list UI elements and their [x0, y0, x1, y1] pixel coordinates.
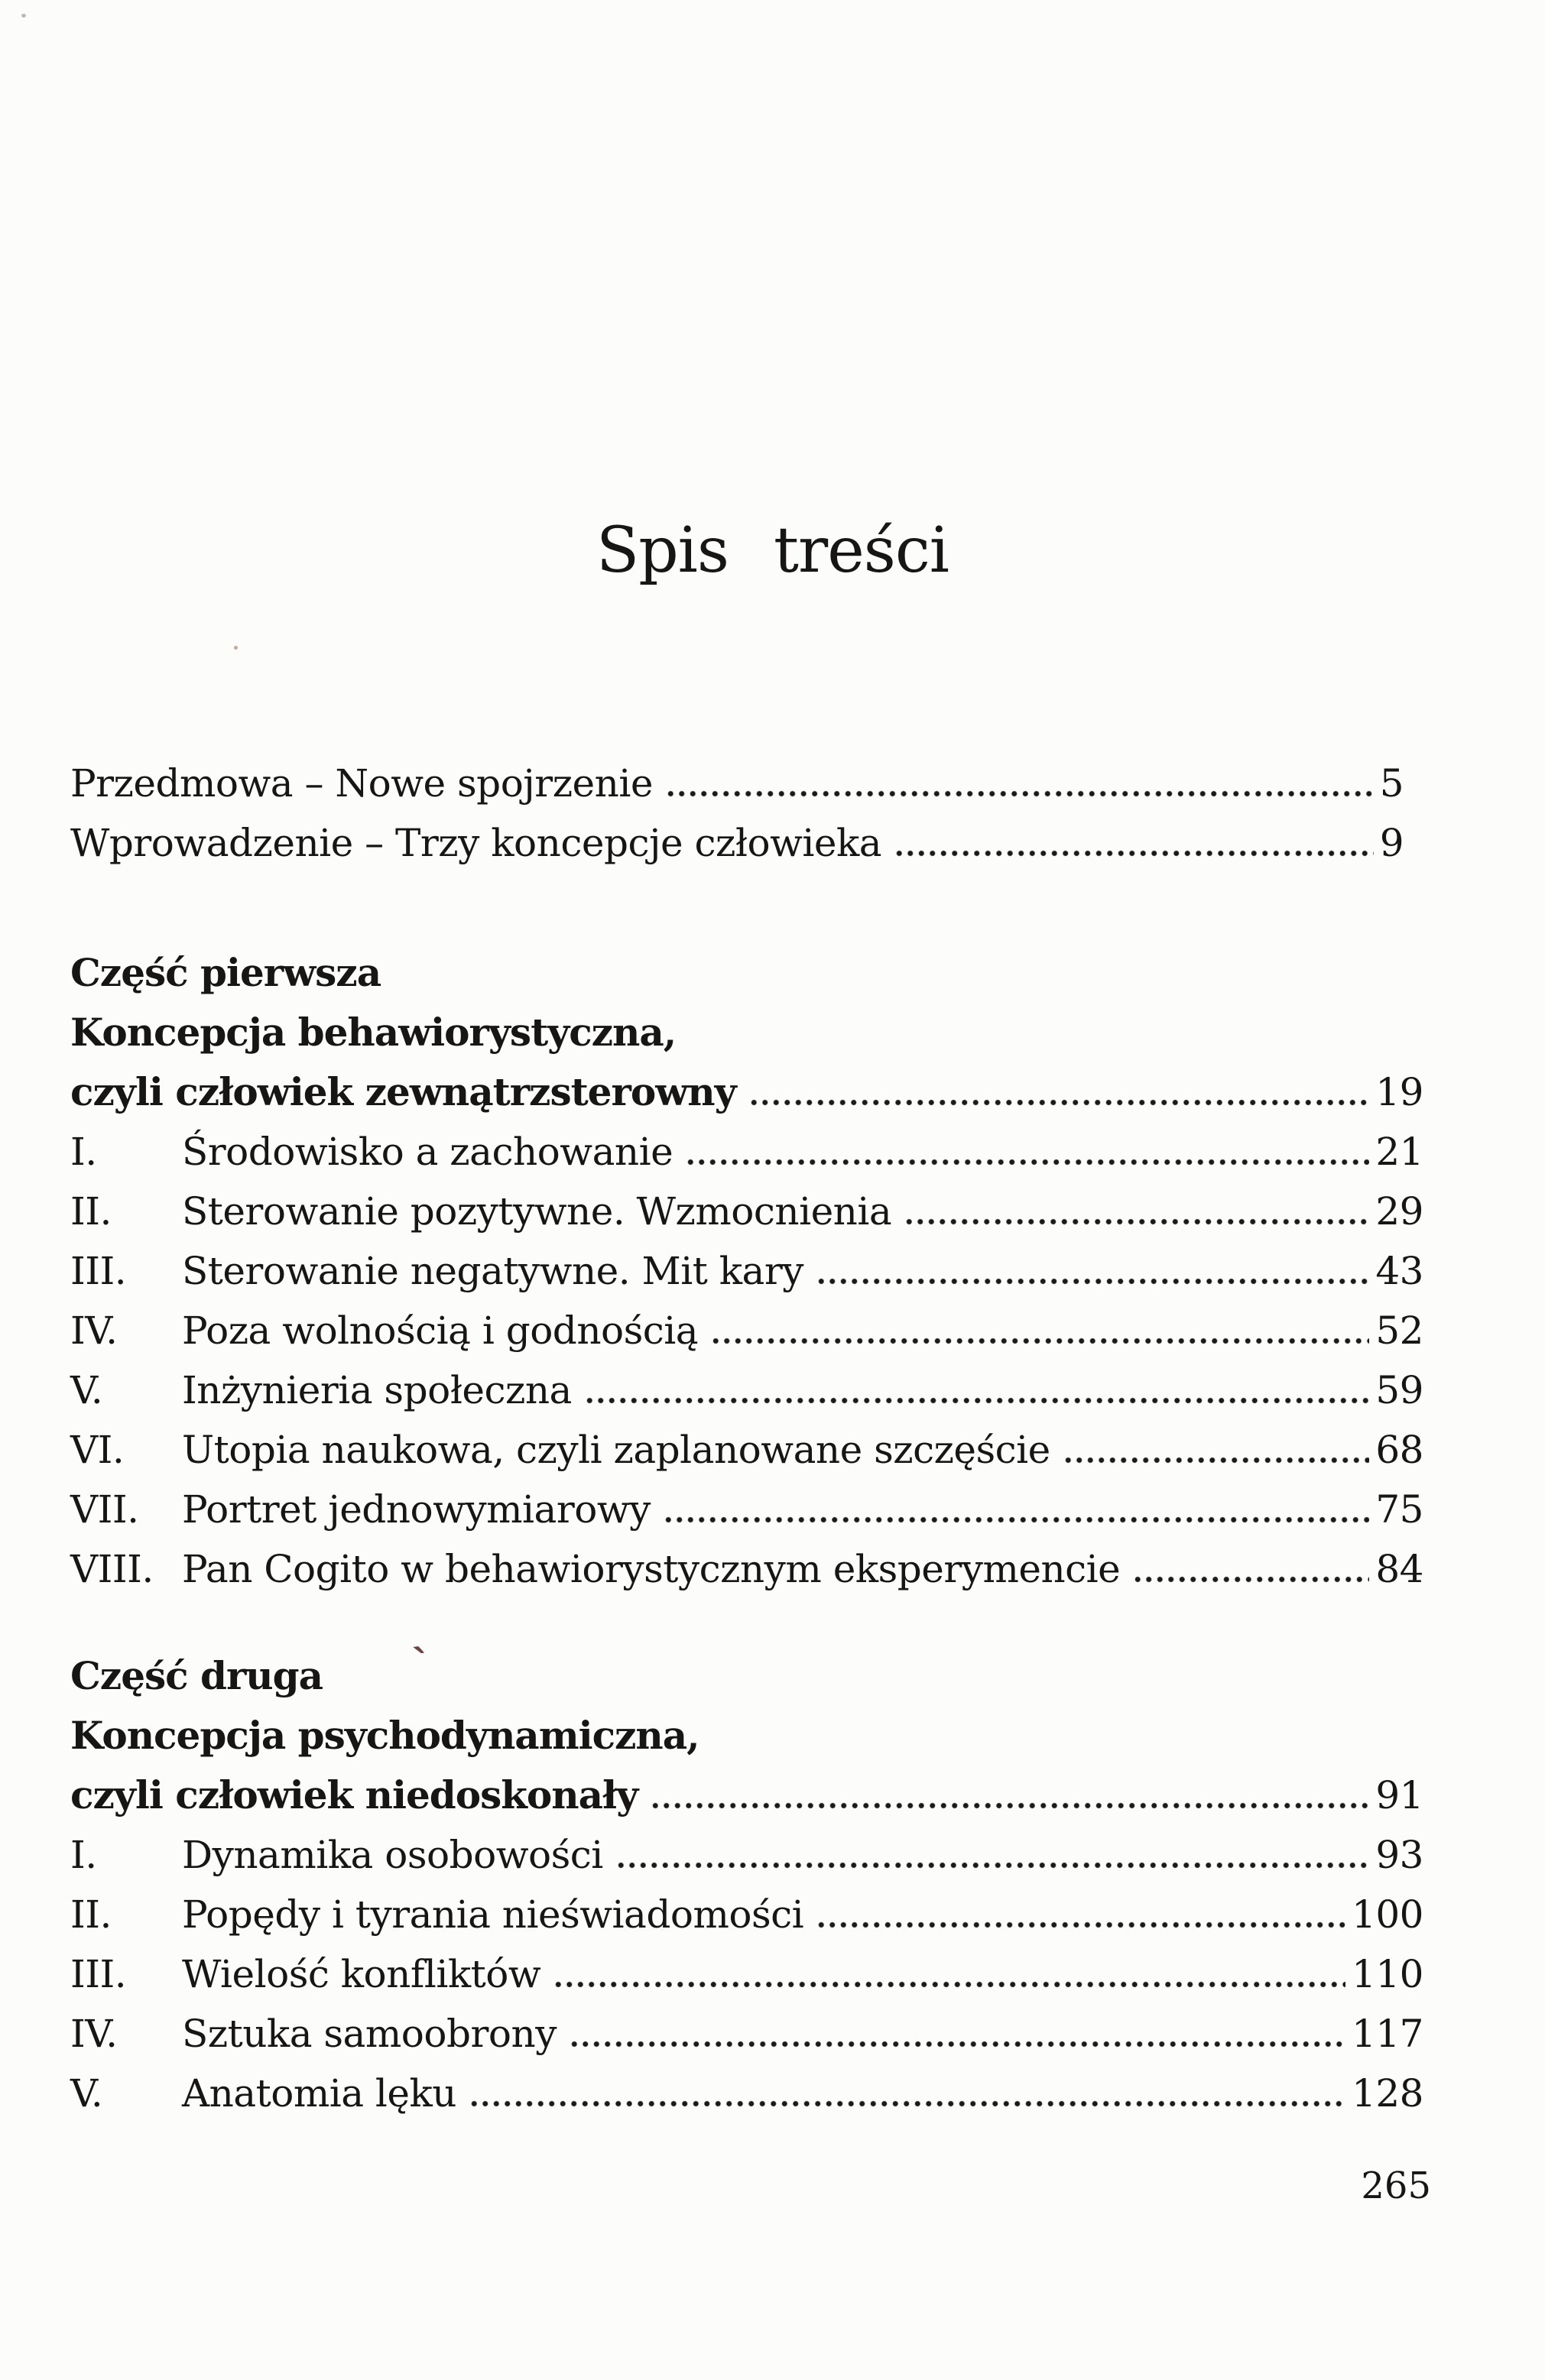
dot-leader — [567, 2004, 1345, 2064]
entry-label: Przedmowa – Nowe spojrzenie — [70, 761, 653, 806]
page-number: 100 — [1352, 1892, 1423, 1937]
part-two-heading-line2 — [70, 1706, 1423, 1766]
page-number: 110 — [1352, 1952, 1423, 1996]
part-heading: Koncepcja psychodynamiczna, — [70, 1713, 699, 1758]
table-of-contents — [70, 754, 1423, 2123]
chapter-title: Poza wolnością i godnością — [182, 1308, 699, 1353]
scan-speck — [234, 646, 238, 650]
dot-leader — [902, 1182, 1369, 1241]
chapter-number: III. — [70, 1249, 127, 1293]
page-number: 68 — [1375, 1428, 1423, 1472]
page-number: 21 — [1375, 1130, 1423, 1174]
page-number: 91 — [1375, 1773, 1423, 1817]
chapter-number: I. — [70, 1833, 97, 1877]
toc-entry — [70, 1122, 1423, 1182]
dot-leader — [1131, 1539, 1369, 1599]
toc-entry — [70, 1420, 1423, 1480]
chapter-number: VIII. — [70, 1547, 154, 1591]
dot-leader — [683, 1122, 1369, 1182]
toc-entry — [70, 1825, 1423, 1885]
page-number: 43 — [1375, 1249, 1423, 1293]
page-number: 75 — [1375, 1487, 1423, 1532]
chapter-title: Wielość konfliktów — [182, 1952, 541, 1996]
toc-entry — [70, 1182, 1423, 1241]
toc-entry-wprowadzenie — [70, 813, 1423, 873]
page-number: 52 — [1375, 1308, 1423, 1353]
dot-leader — [1061, 1420, 1370, 1480]
chapter-number: V. — [70, 1368, 103, 1412]
page-number: 93 — [1375, 1833, 1423, 1877]
page-number: 19 — [1375, 1070, 1423, 1114]
toc-entry — [70, 1360, 1423, 1420]
dot-leader — [551, 1944, 1345, 2004]
part-heading: czyli człowiek niedoskonały — [70, 1772, 638, 1817]
part-one-heading-line2 — [70, 1003, 1423, 1062]
toc-entry — [70, 1944, 1423, 2004]
page-number: 9 — [1379, 821, 1404, 865]
dot-leader — [892, 813, 1374, 873]
chapter-number: II. — [70, 1892, 112, 1937]
toc-entry-przedmowa — [70, 754, 1423, 813]
chapter-number: II. — [70, 1189, 112, 1234]
part-one-heading-line1 — [70, 943, 1423, 1003]
dot-leader — [648, 1766, 1369, 1825]
section-gap — [70, 1599, 1423, 1646]
dot-leader — [583, 1360, 1370, 1420]
dot-leader — [747, 1062, 1370, 1122]
dot-leader — [614, 1825, 1370, 1885]
chapter-title: Popędy i tyrania nieświadomości — [182, 1892, 804, 1937]
chapter-title: Sterowanie negatywne. Mit kary — [182, 1249, 803, 1293]
scan-speck — [21, 14, 26, 18]
page-number: 29 — [1375, 1189, 1423, 1234]
toc-entry — [70, 1301, 1423, 1360]
folio-page-number: 265 — [1361, 2164, 1431, 2207]
chapter-title: Portret jednowymiarowy — [182, 1487, 651, 1532]
part-two-heading-tail — [70, 1766, 1423, 1825]
toc-entry — [70, 1539, 1423, 1599]
toc-entry — [70, 1241, 1423, 1301]
dot-leader — [661, 1480, 1369, 1539]
toc-entry — [70, 2064, 1423, 2123]
page-number: 59 — [1375, 1368, 1423, 1412]
part-one-heading-tail — [70, 1062, 1423, 1122]
page-number: 5 — [1379, 761, 1404, 806]
chapter-title: Dynamika osobowości — [182, 1833, 603, 1877]
toc-entry — [70, 1885, 1423, 1944]
chapter-number: IV. — [70, 1308, 118, 1353]
chapter-number: III. — [70, 1952, 127, 1996]
chapter-number: VI. — [70, 1428, 125, 1472]
chapter-number: VII. — [70, 1487, 139, 1532]
dot-leader — [664, 754, 1374, 813]
chapter-number: IV. — [70, 2012, 118, 2056]
page-number: 84 — [1375, 1547, 1423, 1591]
chapter-title: Sztuka samoobrony — [182, 2012, 557, 2056]
chapter-title: Utopia naukowa, czyli zaplanowane szczęście — [182, 1428, 1050, 1472]
chapter-title: Inżynieria społeczna — [182, 1368, 572, 1412]
entry-label: Wprowadzenie – Trzy koncepcje człowieka — [70, 821, 882, 865]
part-heading: czyli człowiek zewnątrzsterowny — [70, 1069, 736, 1114]
dot-leader — [709, 1301, 1369, 1360]
dot-leader — [467, 2064, 1345, 2123]
part-heading: Koncepcja behawiorystyczna, — [70, 1010, 677, 1055]
part-two-heading-line1 — [70, 1646, 1423, 1706]
toc-entry — [70, 1480, 1423, 1539]
stray-ink-mark: ` — [409, 1639, 437, 1689]
chapter-number: I. — [70, 1130, 97, 1174]
page-number: 128 — [1352, 2071, 1423, 2116]
chapter-title: Sterowanie pozytywne. Wzmocnienia — [182, 1189, 892, 1234]
part-heading: Część pierwsza — [70, 950, 381, 995]
page-number: 117 — [1352, 2012, 1423, 2056]
part-heading: Część druga — [70, 1653, 323, 1698]
page-title: Spis treści — [596, 514, 949, 587]
toc-entry — [70, 2004, 1423, 2064]
chapter-number: V. — [70, 2071, 103, 2116]
dot-leader — [814, 1241, 1369, 1301]
chapter-title: Pan Cogito w behawiorystycznym eksperymencie — [182, 1547, 1121, 1591]
dot-leader — [814, 1885, 1345, 1944]
chapter-title: Środowisko a zachowanie — [182, 1130, 674, 1174]
section-gap — [70, 873, 1423, 943]
chapter-title: Anatomia lęku — [182, 2071, 457, 2116]
